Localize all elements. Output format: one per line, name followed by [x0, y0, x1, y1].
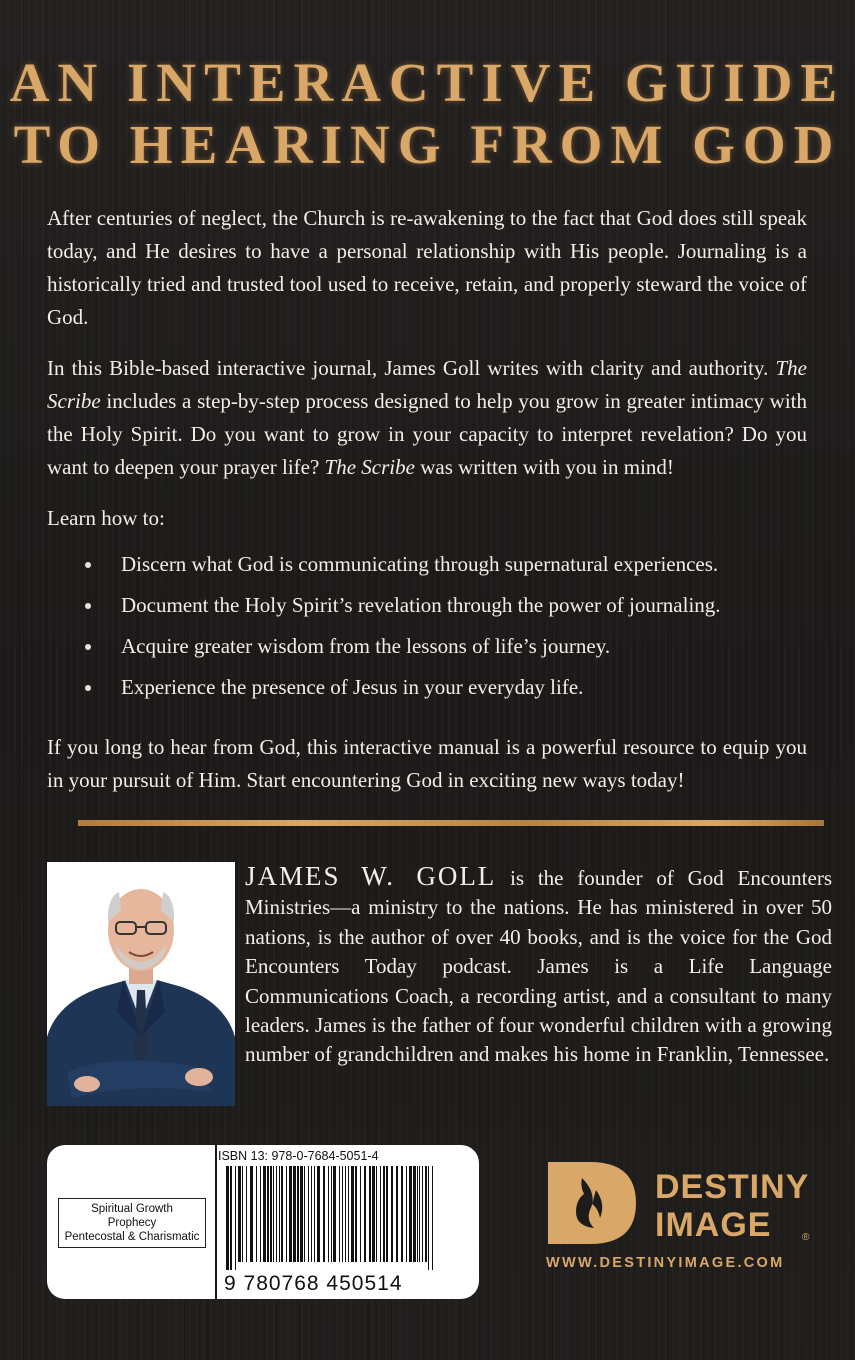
- barcode-bar: [351, 1166, 354, 1262]
- publisher-name-line-2: IMAGE: [655, 1206, 772, 1244]
- barcode-icon: [222, 1166, 438, 1270]
- barcode-bar: [376, 1166, 377, 1262]
- barcode-bar: [328, 1166, 329, 1262]
- barcode-bar: [281, 1166, 283, 1262]
- barcode-bar: [246, 1166, 247, 1262]
- barcode-bar: [289, 1166, 292, 1262]
- destiny-image-logo-icon: [546, 1160, 638, 1246]
- barcode-bar: [300, 1166, 303, 1262]
- barcode-bar: [360, 1166, 361, 1262]
- barcode-bar: [311, 1166, 312, 1262]
- barcode-bar: [331, 1166, 332, 1262]
- closing-paragraph: If you long to hear from God, this interactive manual is a powerful resource to equip you in your pursuit of Him. Start encountering God in exciting new ways today!: [47, 735, 807, 792]
- list-item: [80, 671, 721, 712]
- barcode-bar: [314, 1166, 315, 1262]
- author-photo: [47, 862, 235, 1106]
- book-title-2: The Scribe: [324, 455, 415, 479]
- barcode-bar: [308, 1166, 309, 1262]
- list-item: [80, 630, 721, 671]
- barcode-bar: [428, 1166, 429, 1270]
- description-text-c: was written with you in mind!: [414, 455, 674, 479]
- headline-line-1: AN INTERACTIVE GUIDE: [9, 52, 846, 113]
- barcode-bar: [333, 1166, 336, 1262]
- description-text-b: includes a step-by-step process designed to help you grow in greater intimacy with the Holy Spirit. Do you want to grow in your capacity to interpret revelation? Do you want to deepen your prayer life?: [47, 389, 807, 479]
- category-label: [58, 1198, 206, 1248]
- list-item-text: Document the Holy Spirit’s revelation through the power of journaling.: [121, 593, 721, 617]
- intro-paragraph: After centuries of neglect, the Church is re-awakening to the fact that God does still speak today, and He desires to have a personal relationship with His people. Journaling is a historically tried and trusted tool used to receive, retain, and properly steward the voice of God.: [47, 206, 807, 329]
- author-bio: [245, 862, 832, 1070]
- barcode-bar: [364, 1166, 366, 1262]
- barcode-bar: [256, 1166, 257, 1262]
- barcode-bar: [267, 1166, 269, 1262]
- barcode-bar: [276, 1166, 277, 1262]
- barcode-bar: [401, 1166, 403, 1262]
- bullet-icon: [85, 562, 91, 568]
- author-name: JAMES W. GOLL: [245, 861, 497, 891]
- list-item: [80, 589, 721, 630]
- barcode-bar: [380, 1166, 381, 1262]
- learn-heading: Learn how to:: [47, 506, 165, 530]
- barcode-bar: [260, 1166, 261, 1262]
- barcode-bar: [304, 1166, 305, 1262]
- barcode-bar: [345, 1166, 346, 1262]
- description-paragraph: [47, 352, 807, 484]
- registered-mark: ®: [802, 1232, 810, 1243]
- barcode-bar: [286, 1166, 287, 1262]
- description-text-a: In this Bible-based interactive journal, James Goll writes with clarity and authority.: [47, 356, 776, 380]
- barcode-bar: [348, 1166, 349, 1262]
- bullet-icon: [85, 685, 91, 691]
- barcode-bar: [409, 1166, 412, 1262]
- barcode-digits: 9 780768 450514: [224, 1272, 403, 1295]
- barcode-bar: [355, 1166, 357, 1262]
- list-item-text: Discern what God is communicating through supernatural experiences.: [121, 552, 719, 576]
- barcode-bar: [230, 1166, 232, 1270]
- list-item-text: Experience the presence of Jesus in your everyday life.: [121, 675, 584, 699]
- barcode-bar: [432, 1166, 433, 1270]
- barcode-bar: [238, 1166, 241, 1262]
- barcode-bar: [386, 1166, 388, 1262]
- barcode-bar: [297, 1166, 299, 1262]
- bullet-icon: [85, 603, 91, 609]
- barcode-bar: [391, 1166, 393, 1262]
- barcode-bar: [372, 1166, 375, 1262]
- barcode-bar: [235, 1166, 236, 1270]
- gold-divider: [78, 820, 824, 826]
- list-item-text: Acquire greater wisdom from the lessons of life’s journey.: [121, 634, 611, 658]
- barcode-bar: [242, 1166, 243, 1262]
- publisher-website[interactable]: WWW.DESTINYIMAGE.COM: [546, 1255, 785, 1271]
- bullet-icon: [85, 644, 91, 650]
- author-bio-text: is the founder of God Encounters Ministries—a ministry to the nations. He has ministered in over 50 nations, is the author of over 40 books, and is the voice for the God Encounters Today podcast. James is a Life Language Communications Coach, a recording artist, and a consultant to many leaders. James is the father of four wonderful children with a growing number of grandchildren and makes his home in Franklin, Tennessee.: [245, 866, 832, 1067]
- author-portrait-icon: [47, 862, 235, 1106]
- headline-line-2: TO HEARING FROM GOD: [13, 114, 842, 175]
- barcode-bar: [425, 1166, 427, 1262]
- barcode-bar: [273, 1166, 274, 1262]
- category-item: Pentecostal & Charismatic: [64, 1231, 200, 1243]
- barcode-bar: [293, 1166, 296, 1262]
- barcode-bar: [270, 1166, 272, 1262]
- barcode-bar: [342, 1166, 343, 1262]
- barcode-bar: [250, 1166, 253, 1262]
- barcode-bar: [339, 1166, 340, 1262]
- barcode-bar: [396, 1166, 398, 1262]
- barcode-bar: [413, 1166, 416, 1262]
- category-box: [47, 1145, 217, 1299]
- barcode-bar: [369, 1166, 371, 1262]
- category-item: Spiritual Growth: [91, 1203, 173, 1215]
- barcode-bar: [263, 1166, 266, 1262]
- category-item: Prophecy: [107, 1217, 157, 1229]
- barcode-bar: [417, 1166, 418, 1262]
- barcode-bar: [226, 1166, 229, 1270]
- barcode-bar: [317, 1166, 320, 1262]
- barcode-bar: [383, 1166, 385, 1262]
- book-title-1: The Scribe: [47, 356, 807, 413]
- isbn-label: ISBN 13: 978-0-7684-5051-4: [218, 1149, 379, 1163]
- barcode-bar: [419, 1166, 420, 1262]
- barcode-bar: [279, 1166, 280, 1262]
- barcode-bar: [323, 1166, 325, 1262]
- list-item: [80, 548, 721, 589]
- learn-list: [80, 548, 721, 712]
- publisher-name-line-1: DESTINY: [655, 1168, 810, 1206]
- barcode-bar: [406, 1166, 407, 1262]
- barcode-bar: [422, 1166, 423, 1262]
